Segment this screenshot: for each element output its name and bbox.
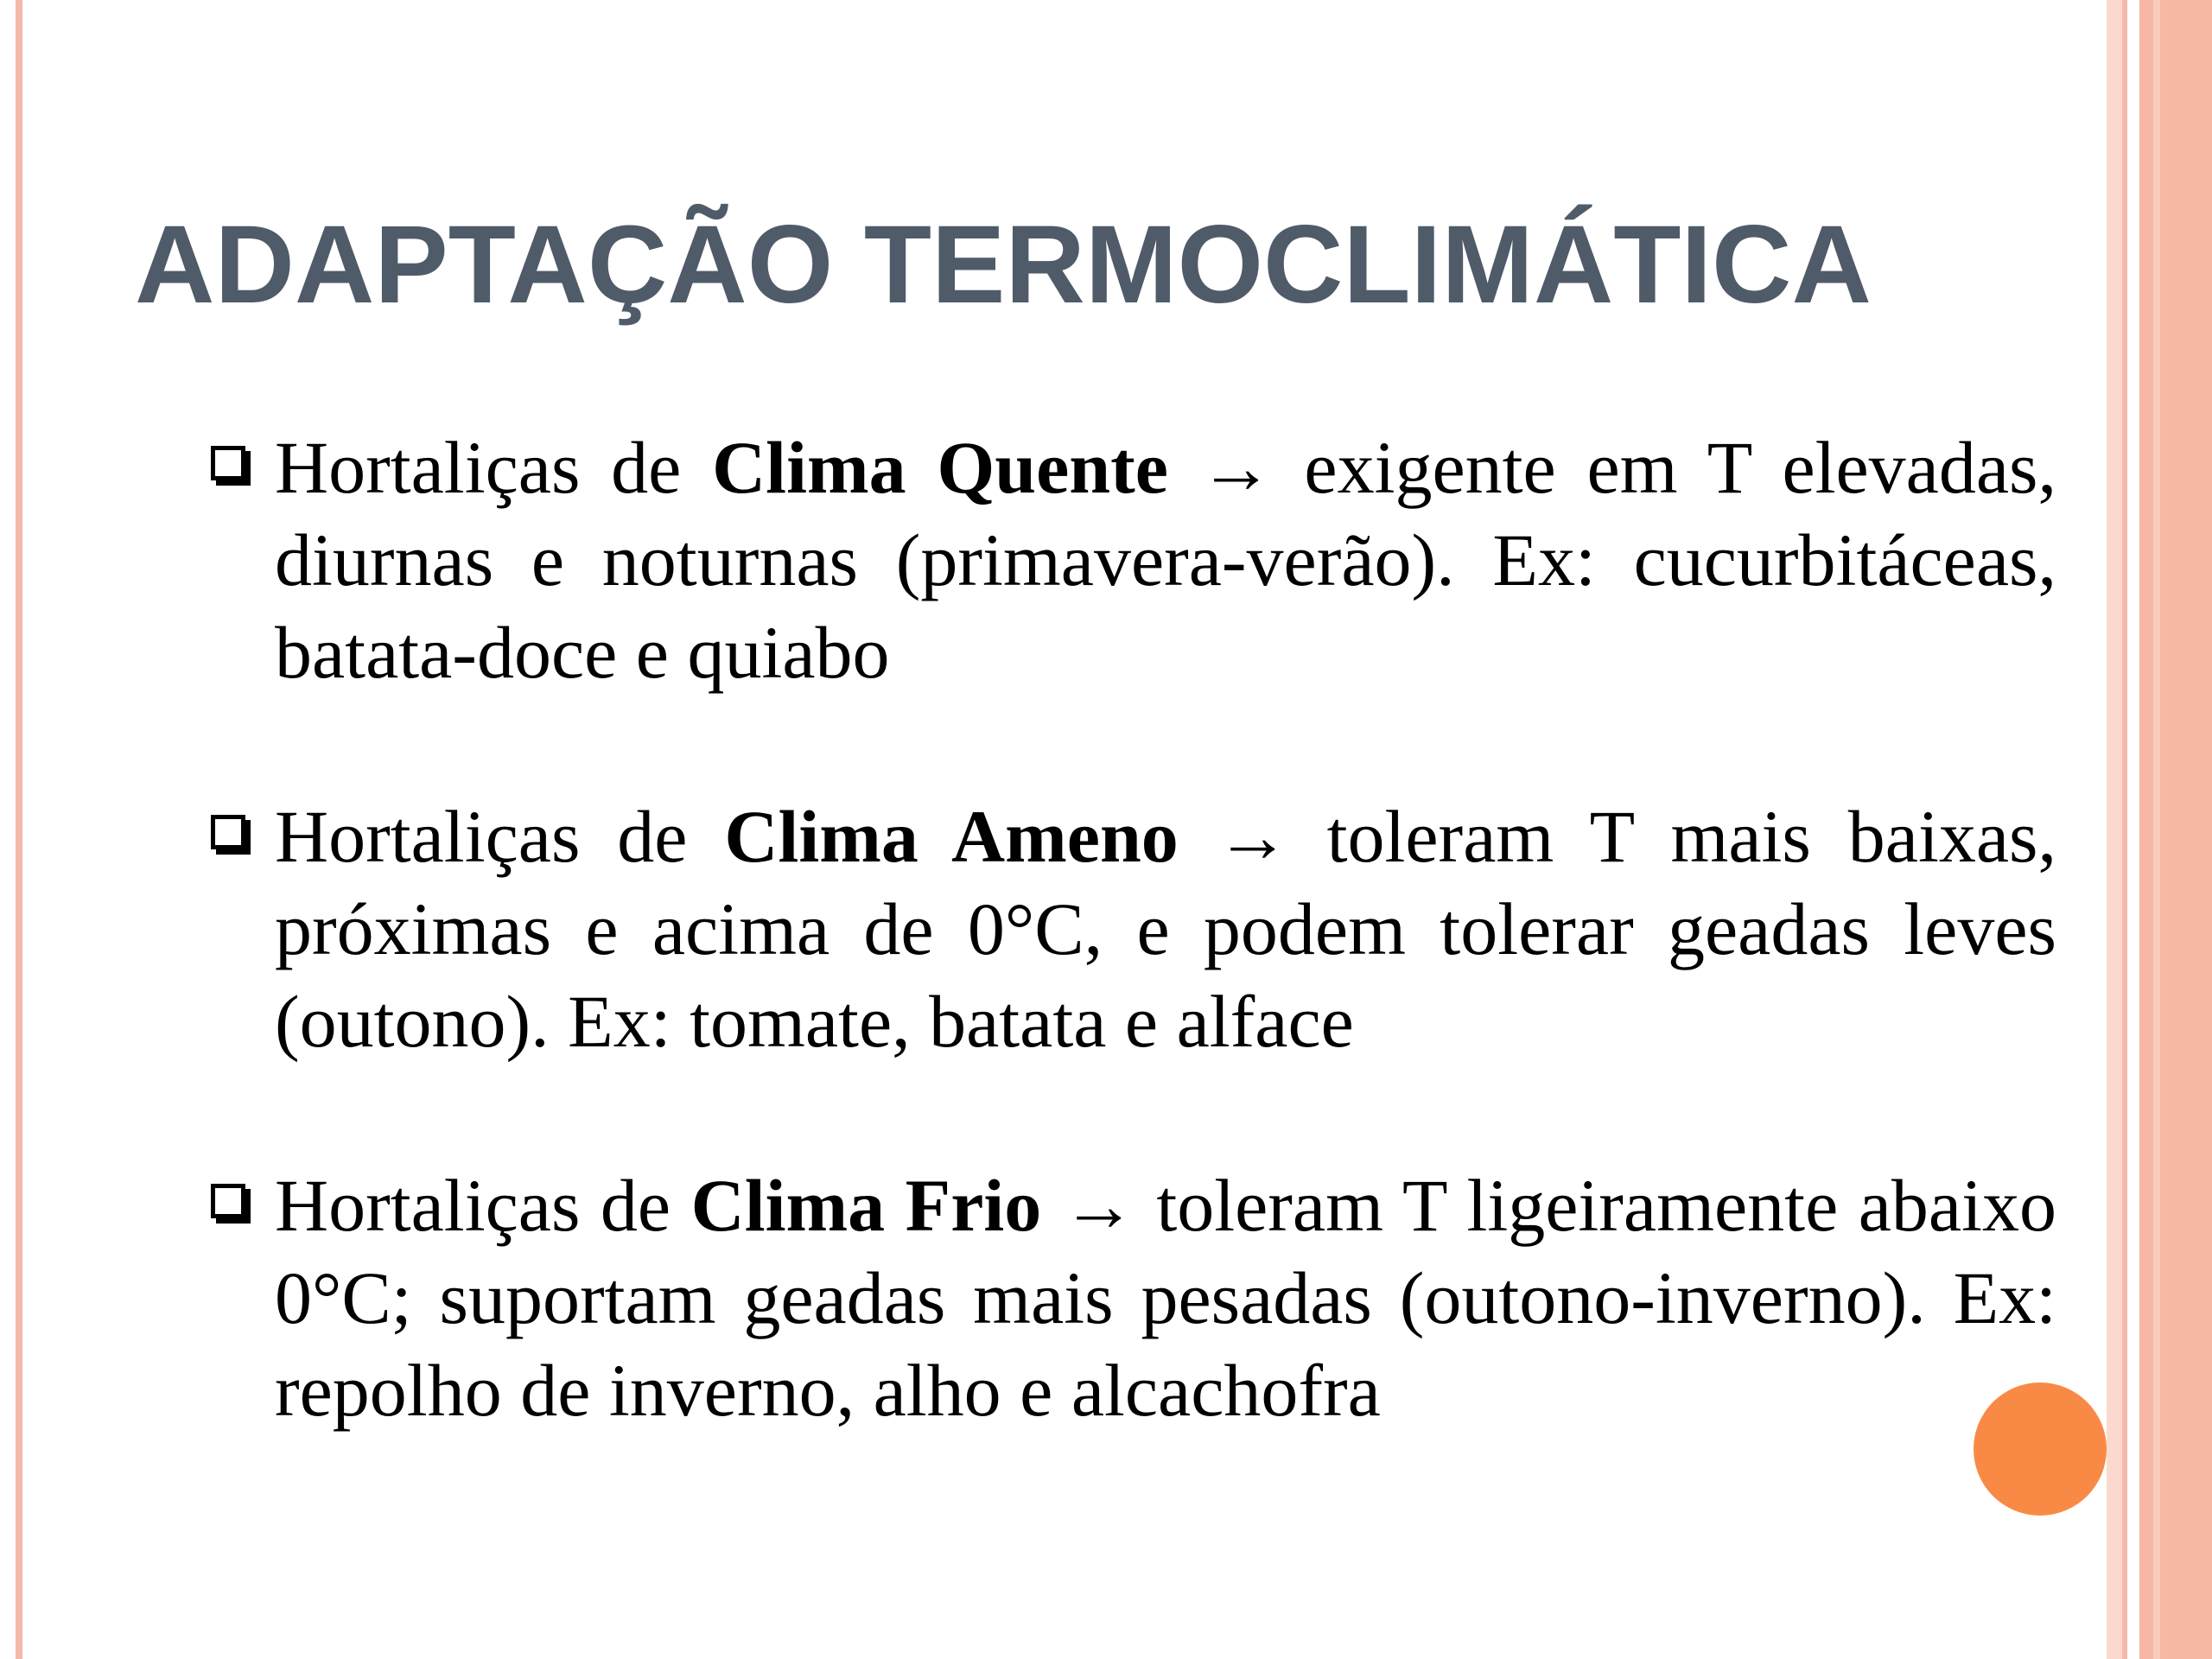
right-border-gap [2127,0,2139,1659]
checkbox-bullet-icon [211,446,245,480]
bullet-item-clima-ameno [207,791,2056,1068]
checkbox-bullet-icon [211,815,245,849]
bullet-text: → toleram T mais baixas, próximas e acima de 0°C, e podem tolerar geadas leves (outono). Ex: tomate, batata e alface [275,795,2056,1063]
bullet-highlight: Clima Quente [712,426,1168,509]
bullet-prefix: Hortaliças de [275,795,725,878]
bullet-prefix: Hortaliças de [275,426,713,509]
right-border-band-light [2107,0,2122,1659]
left-border-line [16,0,22,1659]
slide-title: ADAPTAÇÃO TERMOCLIMÁTICA [135,203,1872,327]
bullet-highlight: Clima Frio [690,1164,1042,1247]
bullet-highlight: Clima Ameno [724,795,1179,878]
right-border-band [2139,0,2212,1659]
bullet-item-clima-quente [207,422,2056,699]
bullet-text: → exigente em T elevadas, diurnas e noturnas (primavera-verão). Ex: cucurbitáceas, batata-doce e quiabo [275,426,2056,694]
bullet-prefix: Hortaliças de [275,1164,691,1247]
bullet-item-clima-frio [207,1160,2056,1437]
bullet-list [207,422,2056,1529]
checkbox-bullet-icon [211,1184,245,1218]
right-border-band-stripe [2153,0,2160,1659]
bullet-text: → toleram T ligeiramente abaixo 0°C; suportam geadas mais pesadas (outono-inverno). Ex: repolho de inverno, alho e alcachofra [275,1164,2056,1432]
